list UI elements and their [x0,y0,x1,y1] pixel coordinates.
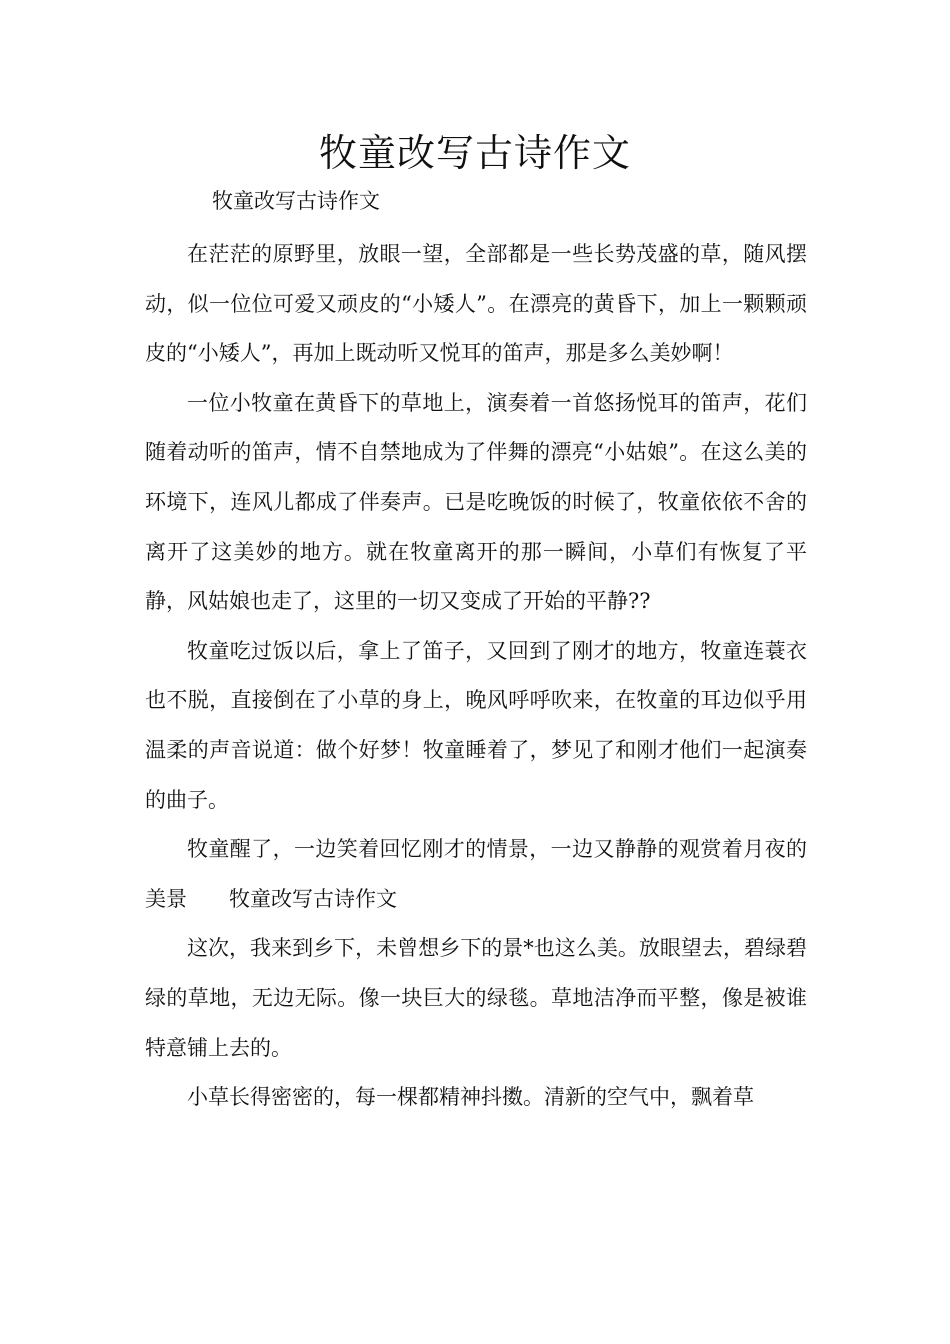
subtitle: 牧童改写古诗作文 [212,189,380,213]
document-body [145,230,807,1123]
paragraph-2: 一位小牧童在黄昏下的草地上，演奏着一首悠扬悦耳的笛声，花们随着动听的笛声，情不自禁地成为了伴舞的漂亮“小姑娘”。在这么美的环境下，连风儿都成了伴奏声。已是吃晚饭的时候了，牧童依依不舍的离开了这美妙的地方。就在牧童离开的那一瞬间，小草们有恢复了平静，风姑娘也走了，这里的一切又变成了开始的平静?? [145,390,807,614]
paragraph-3: 牧童吃过饭以后，拿上了笛子，又回到了刚才的地方，牧童连蓑衣也不脱，直接倒在了小草的身上，晚风呼呼吹来，在牧童的耳边似乎用温柔的声音说道：做个好梦！牧童睡着了，梦见了和刚才他们一起演奏的曲子。 [145,638,807,812]
page-title: 牧童改写古诗作文 [318,131,631,175]
paragraph-6: 小草长得密密的，每一棵都精神抖擞。清新的空气中，飘着草 [187,1085,754,1110]
paragraph-1: 在茫茫的原野里，放眼一望，全部都是一些长势茂盛的草，随风摆动，似一位位可爱又顽皮的“小矮人”。在漂亮的黄昏下，加上一颗颗顽皮的“小矮人”，再加上既动听又悦耳的笛声，那是多么美妙啊！ [145,242,807,366]
paragraph-4: 牧童醒了，一边笑着回忆刚才的情景，一边又静静的观赏着月夜的美景 牧童改写古诗作文 [145,837,807,911]
paragraph-5: 这次，我来到乡下，未曾想乡下的景*也这么美。放眼望去，碧绿碧绿的草地，无边无际。像一块巨大的绿毯。草地洁净而平整，像是被谁特意铺上去的。 [145,936,807,1060]
